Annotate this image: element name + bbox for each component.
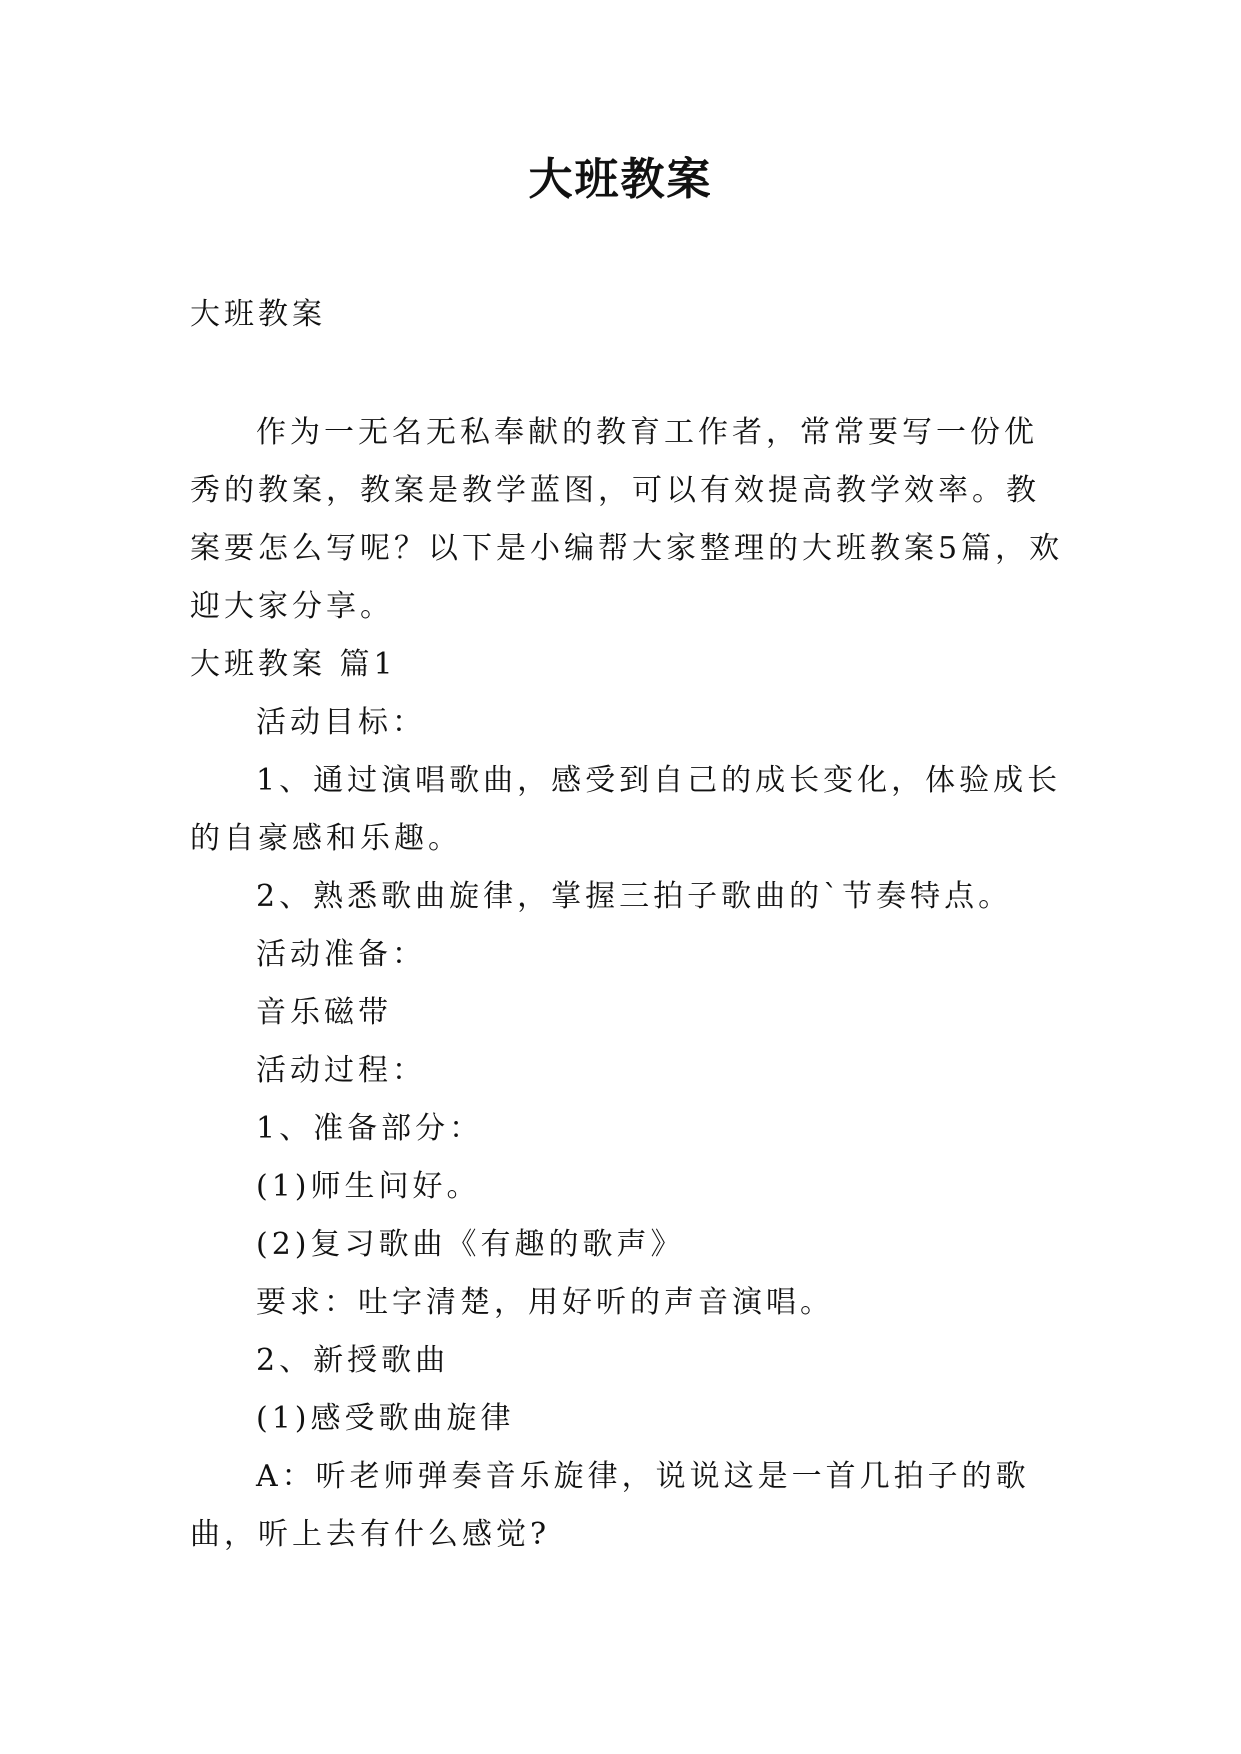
paragraph: 活动过程： — [256, 1053, 426, 1088]
paragraph: 作为一无名无私奉献的教育工作者，常常要写一份优秀的教案，教案是教学蓝图，可以有效提高教学效率。教案要怎么写呢？以下是小编帮大家整理的大班教案5篇，欢迎大家分享。 — [190, 415, 1064, 624]
paragraph: 1、准备部分： — [256, 1111, 484, 1146]
document-title: 大班教案 — [528, 154, 713, 205]
paragraph: (1)师生问好。 — [256, 1169, 481, 1204]
paragraph: 大班教案 篇1 — [190, 647, 397, 682]
document-body — [190, 404, 1070, 1564]
paragraph: 活动目标： — [256, 705, 426, 740]
document-subtitle: 大班教案 — [190, 297, 326, 332]
paragraph: 2、熟悉歌曲旋律，掌握三拍子歌曲的`节奏特点。 — [256, 879, 1013, 914]
paragraph: 活动准备： — [256, 937, 426, 972]
paragraph: (2)复习歌曲《有趣的歌声》 — [256, 1227, 685, 1262]
paragraph: (1)感受歌曲旋律 — [256, 1401, 515, 1436]
paragraph: 2、新授歌曲 — [256, 1343, 450, 1378]
paragraph: 音乐磁带 — [256, 995, 392, 1030]
paragraph: 要求：吐字清楚，用好听的声音演唱。 — [256, 1285, 834, 1320]
paragraph: 1、通过演唱歌曲，感受到自己的成长变化，体验成长的自豪感和乐趣。 — [190, 763, 1062, 856]
paragraph: A：听老师弹奏音乐旋律，说说这是一首几拍子的歌曲，听上去有什么感觉? — [190, 1459, 1030, 1552]
